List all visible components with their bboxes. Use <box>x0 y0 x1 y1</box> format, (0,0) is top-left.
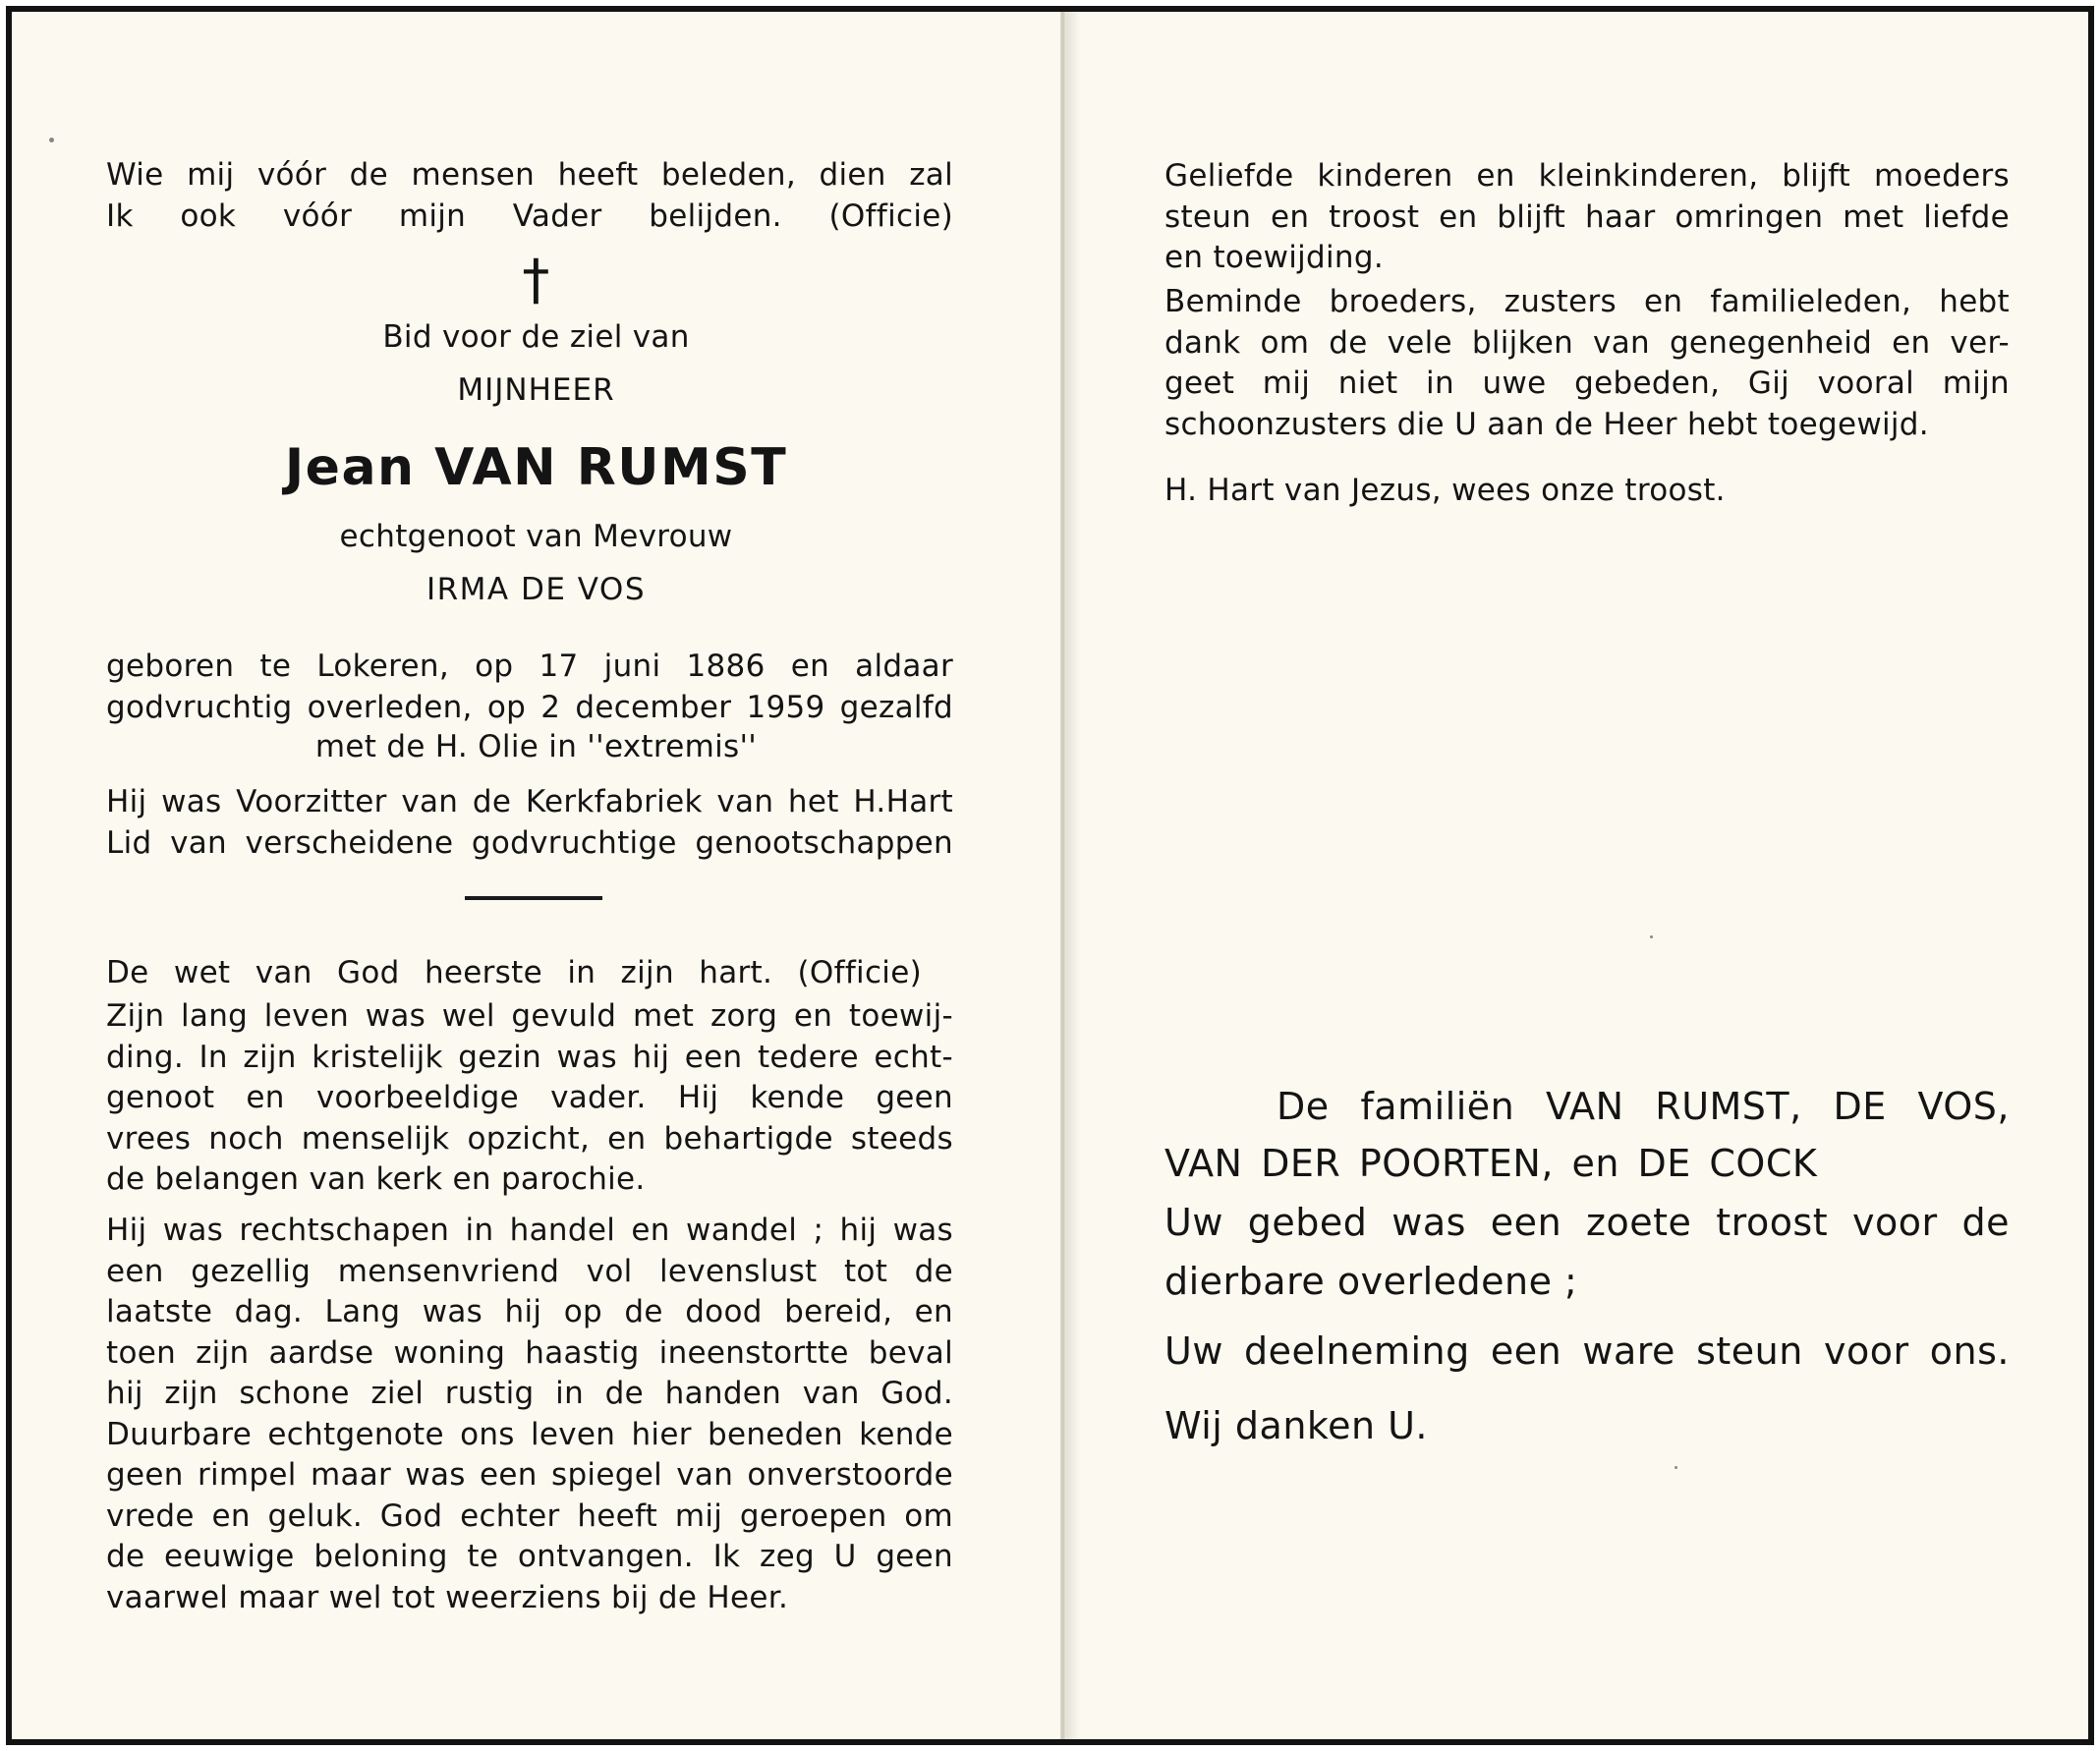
roles-text <box>106 782 953 864</box>
birth-death-line: geboren te Lokeren, op 17 juni 1886 en aldaar <box>106 649 953 684</box>
paragraph-line: hij zijn schone ziel rustig in de handen van God. <box>106 1376 953 1411</box>
invocation: H. Hart van Jezus, wees onze troost. <box>1164 473 1726 508</box>
character-paragraph <box>106 1211 953 1618</box>
paragraph-line: vrede en geluk. God echter heeft mij geroepen om <box>106 1497 953 1534</box>
spouse-name: IRMA DE VOS <box>426 572 647 607</box>
birth-death-line: godvruchtig overleden, op 2 december 1959 gezalfd <box>106 689 953 725</box>
left-panel <box>12 12 1060 1739</box>
quote-line: Ik ook vóór mijn Vader belijden. (Officie) <box>106 198 953 234</box>
families-line: VAN DER POORTEN, en DE COCK <box>1164 1142 1818 1185</box>
opening-quote <box>106 155 953 237</box>
thanks-line: Uw gebed was een zoete troost voor de <box>1164 1201 2010 1244</box>
paper-speck <box>1650 935 1653 938</box>
birth-death-text <box>106 647 953 728</box>
paragraph-line: de belangen van kerk en parochie. <box>106 1161 646 1197</box>
quote-line: Wie mij vóór de mensen heeft beleden, dien zal <box>106 157 953 193</box>
paragraph-line: dank om de vele blijken van genegenheid en ver- <box>1164 324 2010 361</box>
paragraph-line: Beminde broeders, zusters en familieleden, hebt <box>1164 284 2010 319</box>
prayer-intro: Bid voor de ziel van <box>382 319 690 355</box>
paper-speck <box>49 138 54 142</box>
birth-death-last-line: met de H. Olie in ''extremis'' <box>314 729 758 764</box>
right-panel <box>1060 12 2088 1739</box>
memorial-card <box>6 6 2094 1745</box>
honorific: MIJNHEER <box>457 372 615 408</box>
paragraph-line: Geliefde kinderen en kleinkinderen, blijft moeders <box>1164 158 2010 194</box>
paragraph-line: geet mij niet in uwe gebeden, Gij vooral mijn <box>1164 366 2010 401</box>
paragraph-line: laatste dag. Lang was hij op de dood bereid, en <box>106 1294 953 1329</box>
paragraph-line: geen rimpel maar was een spiegel van onverstoorde <box>106 1457 953 1493</box>
paragraph-line: Hij was rechtschapen in handel en wandel ; hij was <box>106 1213 953 1248</box>
roles-line: Hij was Voorzitter van de Kerkfabriek van het H.Hart <box>106 784 953 819</box>
law-quote: De wet van God heerste in zijn hart. (Officie) <box>106 955 922 990</box>
life-paragraph <box>106 996 953 1201</box>
children-paragraph <box>1164 156 2010 279</box>
paragraph-line: een gezellig mensenvriend vol levenslust tot de <box>106 1253 953 1289</box>
divider <box>465 896 602 900</box>
thanks-line: dierbare overledene ; <box>1164 1260 1578 1303</box>
paragraph-line: steun en troost en blijft haar omringen met liefde <box>1164 198 2010 235</box>
paragraph-line: genoot en voorbeeldige vader. Hij kende geen <box>106 1080 953 1115</box>
paragraph-line: de eeuwige beloning te ontvangen. Ik zeg U geen <box>106 1539 953 1574</box>
families-line: De familiën VAN RUMST, DE VOS, <box>1277 1085 2010 1128</box>
thanks-line: Uw deelneming een ware steun voor ons. <box>1164 1329 2010 1373</box>
cross-icon: † <box>522 249 550 312</box>
paragraph-line: ding. In zijn kristelijk gezin was hij een tedere echt- <box>106 1039 953 1075</box>
paragraph-line: en toewijding. <box>1164 240 1385 275</box>
paragraph-line: Duurbare echtgenote ons leven hier beneden kende <box>106 1416 953 1452</box>
paragraph-line: schoonzusters die U aan de Heer hebt toegewijd. <box>1164 406 1929 442</box>
paper-speck <box>1674 1466 1677 1469</box>
thanks-closing: Wij danken U. <box>1164 1404 1429 1447</box>
roles-line: Lid van verscheidene godvruchtige genootschappen <box>106 824 953 861</box>
siblings-paragraph <box>1164 282 2010 445</box>
spouse-intro: echtgenoot van Mevrouw <box>339 519 733 554</box>
paragraph-line: toen zijn aardse woning haastig ineenstortte beval <box>106 1334 953 1371</box>
paragraph-line: vrees noch menselijk opzicht, en behartigde steeds <box>106 1120 953 1157</box>
deceased-name: Jean VAN RUMST <box>284 438 788 497</box>
paragraph-line: Zijn lang leven was wel gevuld met zorg en toewij- <box>106 998 953 1034</box>
paragraph-line: vaarwel maar wel tot weerziens bij de Heer. <box>106 1579 789 1615</box>
